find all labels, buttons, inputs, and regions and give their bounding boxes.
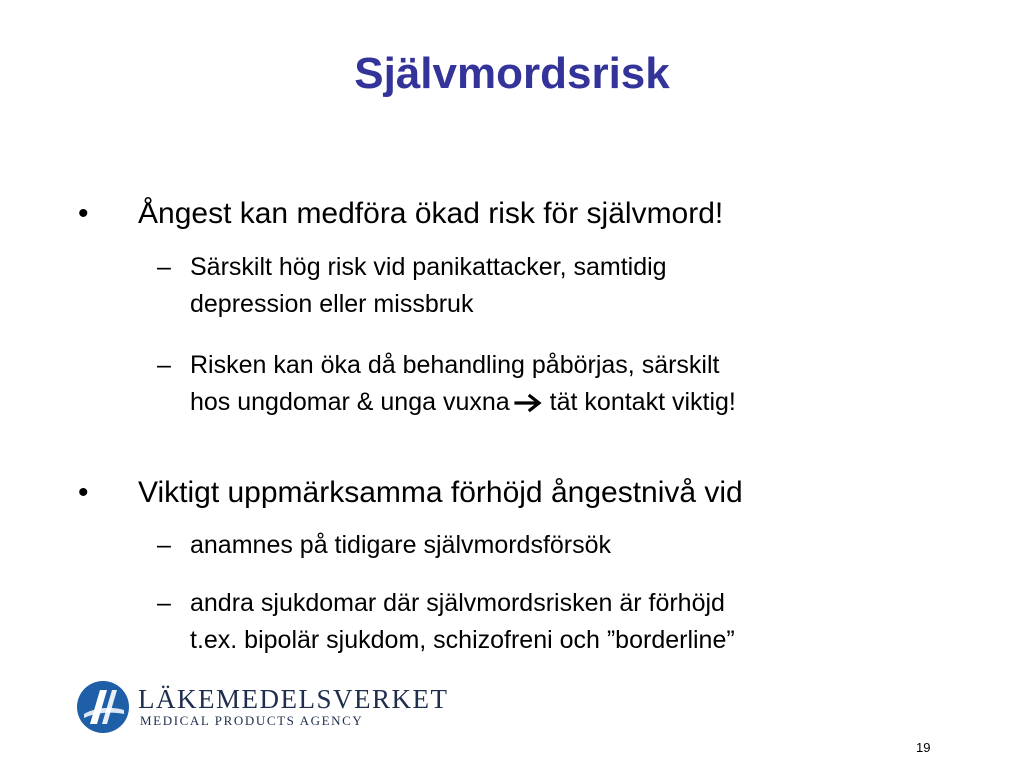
bullet-marker: • — [78, 476, 89, 509]
logo-mark-icon — [76, 680, 130, 734]
logo-subtitle: MEDICAL PRODUCTS AGENCY — [140, 713, 364, 728]
sub-bullet-text-line: andra sjukdomar där självmordsrisken är förhöjd — [190, 589, 725, 617]
sub-bullet-text-after-arrow: tät kontakt viktig! — [549, 388, 736, 416]
sub-bullet-text-line: Särskilt hög risk vid panikattacker, samtidig — [190, 253, 667, 281]
sub-bullet-dash: – — [157, 531, 171, 559]
logo-name: LÄKEMEDELSVERKET — [138, 684, 449, 714]
bullet-text: Ångest kan medföra ökad risk för självmord! — [138, 197, 724, 230]
sub-bullet-text-line: Risken kan öka då behandling påbörjas, särskilt — [190, 351, 720, 379]
slide-title: Självmordsrisk — [354, 49, 670, 98]
sub-bullet-text-line: anamnes på tidigare självmordsförsök — [190, 531, 612, 559]
bullet-text: Viktigt uppmärksamma förhöjd ångestnivå vid — [138, 476, 743, 509]
sub-bullet-text-line: t.ex. bipolär sjukdom, schizofreni och ”borderline” — [190, 626, 735, 654]
sub-bullet-text-line: depression eller missbruk — [190, 290, 474, 318]
sub-bullet-dash: – — [157, 589, 171, 617]
sub-bullet-text-line — [190, 384, 736, 421]
page-number: 19 — [916, 740, 931, 755]
sub-bullet-dash: – — [157, 253, 171, 281]
sub-bullet-dash: – — [157, 351, 171, 379]
right-arrow-icon — [514, 393, 544, 413]
sub-bullet-text-before-arrow: hos ungdomar & unga vuxna — [190, 388, 510, 416]
bullet-marker: • — [78, 197, 89, 230]
agency-logo — [76, 680, 449, 736]
